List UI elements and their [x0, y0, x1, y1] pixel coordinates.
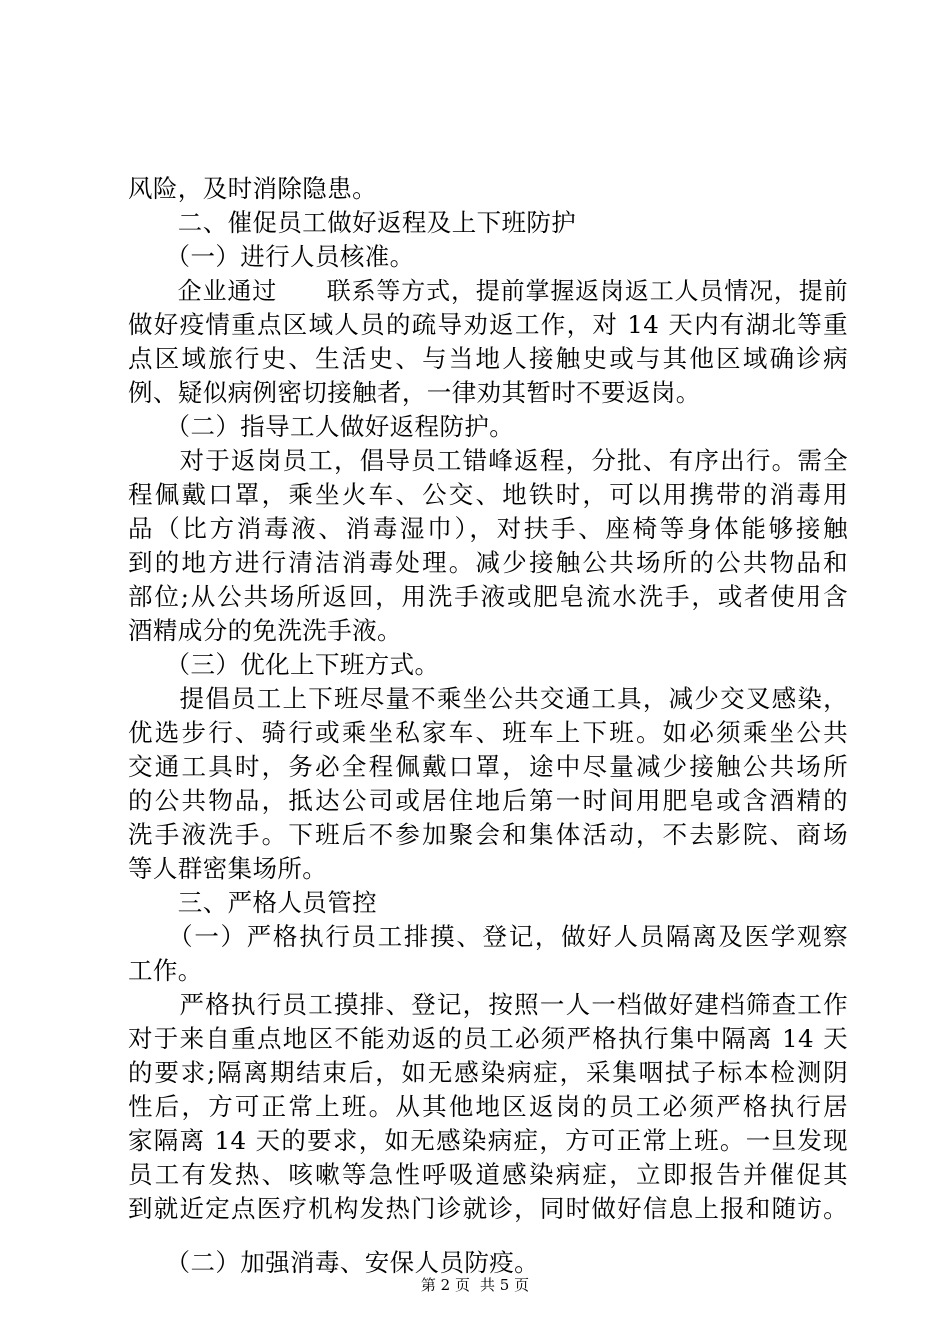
text-line: 企业通过 联系等方式，提前掌握返岗返工人员情况，提前	[128, 277, 848, 305]
text-line: 严格执行员工摸排、登记，按照一人一档做好建档筛查工作	[128, 990, 848, 1019]
text-line: 员工有发热、咳嗽等急性呼吸道感染病症，立即报告并催促其	[128, 1160, 848, 1189]
page-number: 第 2 页	[420, 1276, 470, 1294]
text-line: 洗手液洗手。下班后不参加聚会和集体活动，不去影院、商场	[128, 820, 848, 849]
text-line: 对于返岗员工，倡导员工错峰返程，分批、有序出行。需全	[128, 446, 848, 475]
subsection-heading: （一）进行人员核准。	[128, 242, 415, 271]
text-line: 到就近定点医疗机构发热门诊就诊，同时做好信息上报和随访。	[128, 1194, 848, 1223]
text-line: 交通工具时，务必全程佩戴口罩，途中尽量减少接触公共场所	[128, 752, 848, 781]
subsection-heading: （一）严格执行员工排摸、登记，做好人员隔离及医学观察	[128, 922, 848, 951]
page-total: 共 5 页	[480, 1276, 530, 1294]
text-line: 提倡员工上下班尽量不乘坐公共交通工具，减少交叉感染，	[128, 684, 848, 713]
text-line: 工作。	[128, 956, 203, 985]
text-line: 对于来自重点地区不能劝返的员工必须严格执行集中隔离 14 天	[128, 1024, 848, 1053]
text-line: 部位;从公共场所返回，用洗手液或肥皂流水洗手，或者使用含	[128, 582, 848, 611]
text-line: 例、疑似病例密切接触者，一律劝其暂时不要返岗。	[128, 378, 701, 407]
text-line: 风险，及时消除隐患。	[128, 174, 377, 203]
page-footer	[0, 1275, 950, 1295]
section-heading: 三、严格人员管控	[128, 888, 377, 917]
text-line: 做好疫情重点区域人员的疏导劝返工作，对 14 天内有湖北等重	[128, 310, 848, 339]
subsection-heading: （二）加强消毒、安保人员防疫。	[128, 1248, 540, 1277]
section-heading: 二、催促员工做好返程及上下班防护	[128, 208, 577, 237]
text-line: 品（比方消毒液、消毒湿巾），对扶手、座椅等身体能够接触	[128, 514, 848, 543]
text-line: 优选步行、骑行或乘坐私家车、班车上下班。如必须乘坐公共	[128, 718, 848, 747]
text-line: 的要求;隔离期结束后，如无感染病症，采集咽拭子标本检测阴	[128, 1058, 848, 1087]
text-line: 酒精成分的免洗洗手液。	[128, 616, 402, 645]
text-line: 性后，方可正常上班。从其他地区返岗的员工必须严格执行居	[128, 1092, 848, 1121]
text-line: 点区域旅行史、生活史、与当地人接触史或与其他区域确诊病	[128, 344, 848, 373]
subsection-heading: （二）指导工人做好返程防护。	[128, 412, 515, 441]
text-line: 的公共物品，抵达公司或居住地后第一时间用肥皂或含酒精的	[128, 786, 848, 815]
text-line: 家隔离 14 天的要求，如无感染病症，方可正常上班。一旦发现	[128, 1126, 848, 1155]
text-line: 程佩戴口罩，乘坐火车、公交、地铁时，可以用携带的消毒用	[128, 480, 848, 509]
text-line: 等人群密集场所。	[128, 854, 328, 883]
text-line: 到的地方进行清洁消毒处理。减少接触公共场所的公共物品和	[128, 548, 848, 577]
subsection-heading: （三）优化上下班方式。	[128, 650, 440, 679]
